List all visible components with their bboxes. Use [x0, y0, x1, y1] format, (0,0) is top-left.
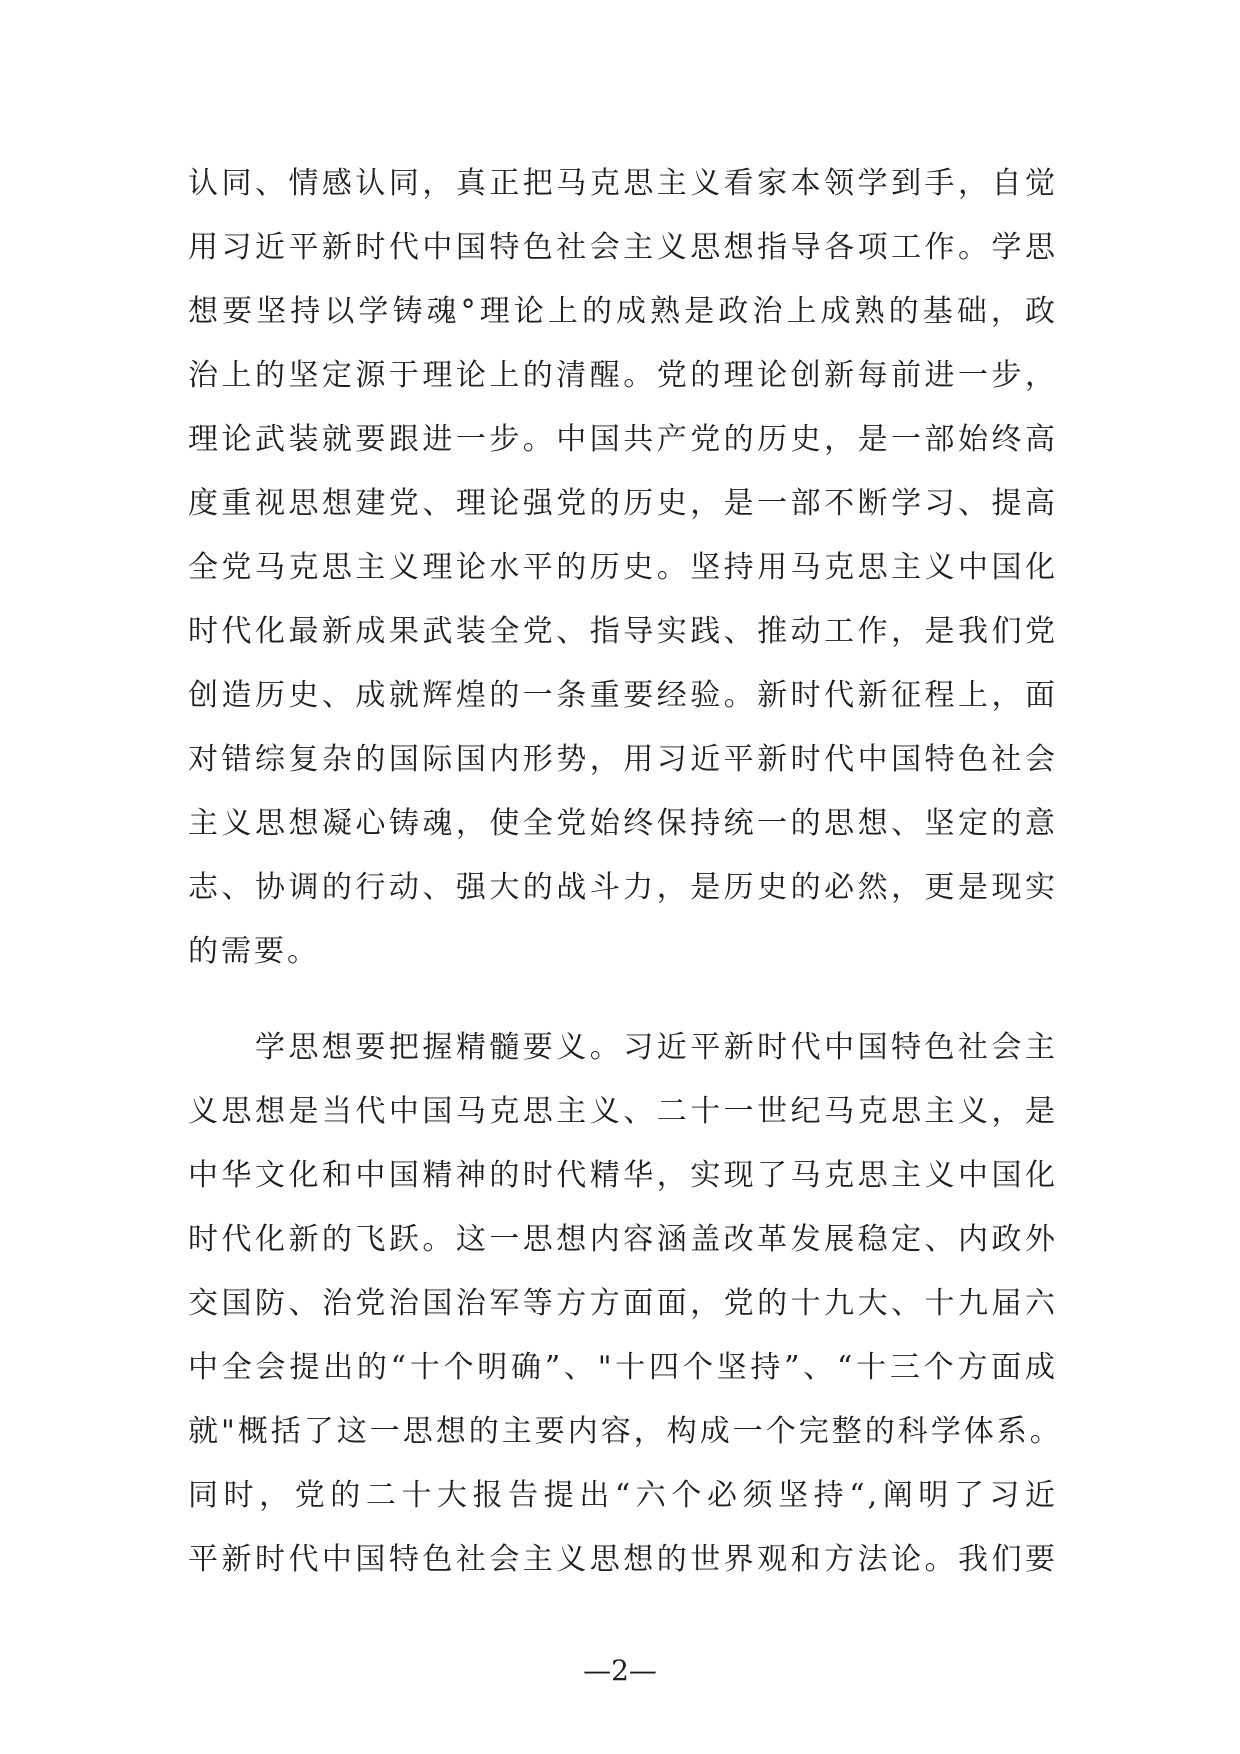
text-line: 平新时代中国特色社会主义思想的世界观和方法论。我们要 — [188, 1542, 1058, 1577]
text-line: 时代化新的飞跃。这一思想内容涵盖改革发展稳定、内政外 — [188, 1222, 1058, 1257]
text-line-indented: 学思想要把握精髓要义。习近平新时代中国特色社会主 — [188, 1030, 1058, 1065]
text-line: 创造历史、成就辉煌的一条重要经验。新时代新征程上，面 — [188, 678, 1058, 713]
text-line: 主义思想凝心铸魂，使全党始终保持统一的思想、坚定的意 — [188, 806, 1058, 841]
text-line: 认同、情感认同，真正把马克思主义看家本领学到手，自觉 — [188, 166, 1058, 201]
text-line: 用习近平新时代中国特色社会主义思想指导各项工作。学思 — [188, 230, 1058, 265]
body-text — [188, 152, 1063, 1592]
text-line: 想要坚持以学铸魂°理论上的成熟是政治上成熟的基础，政 — [188, 294, 1058, 329]
text-line: 义思想是当代中国马克思主义、二十一世纪马克思主义，是 — [188, 1094, 1058, 1129]
text-line: 理论武装就要跟进一步。中国共产党的历史，是一部始终高 — [188, 422, 1058, 457]
paragraph-1 — [188, 152, 1058, 984]
text-line: 中华文化和中国精神的时代精华，实现了马克思主义中国化 — [188, 1158, 1058, 1193]
text-line: 对错综复杂的国际国内形势，用习近平新时代中国特色社会 — [188, 742, 1058, 777]
text-line: 度重视思想建党、理论强党的历史，是一部不断学习、提高 — [188, 486, 1058, 521]
text-line: 志、协调的行动、强大的战斗力，是历史的必然，更是现实 — [188, 870, 1058, 905]
text-line: 时代化最新成果武装全党、指导实践、推动工作，是我们党 — [188, 614, 1058, 649]
paragraph-gap — [188, 984, 1058, 1016]
page-number: —2— — [583, 1654, 657, 1687]
text-line: 就"概括了这一思想的主要内容，构成一个完整的科学体系。 — [188, 1414, 1063, 1449]
text-line-last: 的需要。 — [188, 934, 320, 969]
text-line: 全党马克思主义理论水平的历史。坚持用马克思主义中国化 — [188, 550, 1058, 585]
text-line: 治上的坚定源于理论上的清醒。党的理论创新每前进一步， — [188, 358, 1058, 393]
text-line: 同时，党的二十大报告提出“六个必须坚持“,阐明了习近 — [188, 1478, 1058, 1513]
text-line: 中全会提出的“十个明确”、"十四个坚持”、“十三个方面成 — [188, 1350, 1058, 1385]
text-line: 交国防、治党治国治军等方方面面，党的十九大、十九届六 — [188, 1286, 1058, 1321]
paragraph-2 — [188, 1016, 1063, 1592]
